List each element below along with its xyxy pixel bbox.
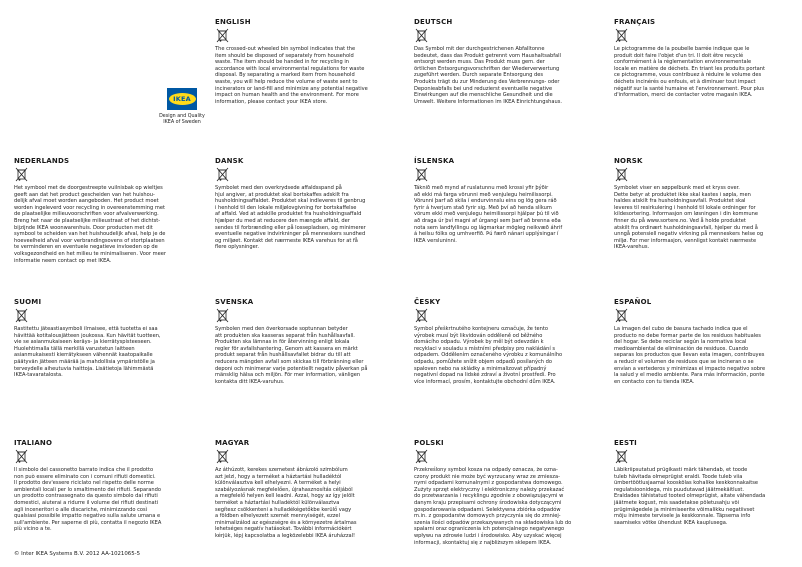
crossed-bin-icon [15, 167, 28, 182]
crossed-bin-icon [216, 28, 229, 43]
section-text: Táknið með mynd af ruslatunnu með krossi yfir þýðir að ekki má farga vörunni með venjulegu heimilissorpi. Vörunni þarf að skila í endurvinnslu eins og lög gera ráð fyrir á hverjum stað fyrir sig. Með því að henda slíkum vörum ekki með venjulegu heimilissorpi hjálpar þú til við að draga úr því magni af úrgangi sem þarf að brenna eða nota sem landfyllingu og lágmarkar mögleg neikvæð áhrif á heilsu fólks og umhverfið. Þú færð nánari upplýsingar í IKEA versluninni. [414, 185, 563, 244]
section-title: SVENSKA [215, 298, 254, 306]
logo-tagline-line1: Design and Quality [159, 114, 205, 119]
crossed-bin-icon [216, 449, 229, 464]
section-text: Symbolen med den överkorsade soptunnan betyder att produkten ska kasseras separat från hushållsavfall. Produkten ska lämnas in för återvinning enligt lokala regler för avfallshantering. Genom att kassera en märkt produkt separat från hushållsavfallet bidrar du till att reducera mängden avfall som skickas till förbränning eller deponi och minimerar varje potentiellt negativ påverkan på mänsklig hälsa och miljön. För mer information, vänligen kontakta ditt IKEA-varuhus. [215, 326, 368, 385]
crossed-bin-icon [15, 449, 28, 464]
section-dansk [215, 157, 399, 251]
section-espanol [614, 298, 798, 385]
section-title: ITALIANO [14, 439, 53, 447]
section-norsk [614, 157, 798, 251]
crossed-bin-icon [615, 308, 628, 323]
section-title: DEUTSCH [414, 18, 453, 26]
ikea-logo-text: IKEA [173, 95, 191, 103]
section-text: Het symbool met de doorgestreepte vuilnisbak op wieltjes geeft aan dat het product gescheiden van het huishou- delijk afval moet worden aangeboden. Het product moet worden ingeleverd voor recycling in overeenstemming met de plaatselijke milieuvoorschriften voor afvalverwerking. Breng het naar de plaatselijke milieustraat of het dichtst- bijzijnde IKEA woonwarenhuis. Door producten met dit symbool te scheiden van het huishoudelijk afval, help je de hoeveelheid afval voor verbrandingsovens of stortplaatsen te verminderen en eventuele negatieve invloeden op de volksgezondheid en het milieu te minimaliseren. Voor meer informatie neem contact op met IKEA. [14, 185, 166, 264]
logo-tagline-line2: IKEA of Sweden [163, 120, 201, 125]
section-title: SUOMI [14, 298, 42, 306]
section-title: ESPAÑOL [614, 298, 652, 306]
crossed-bin-icon [216, 308, 229, 323]
section-nederlands [14, 157, 198, 264]
section-text: Symbolet med den overkrydsede affaldsspand på hjul angiver, at produktet skal bortskaffes adskilt fra husholdningsaffaldet. Produktet skal indleveres til genbrug i henhold til den lokale miljølovgivning for bortskaffelse af affald. Ved at adskille produktet fra husholdningsaffald hjælper du med at reducere den mængde affald, der sendes til forbrænding eller på lossepladsen, og minimerer eventuelle negative indvirkninger på menneskers sundhed og miljøet. Kontakt det nærmeste IKEA varehus for at få flere oplysninger. [215, 185, 366, 251]
crossed-bin-icon [415, 449, 428, 464]
crossed-bin-icon [216, 167, 229, 182]
section-text: Rastitettu jäteastiasymboli ilmaisee, että tuotetta ei saa hävittää kotitalousjätteen joukossa. Kun hävität tuotteen, vie se asianmukaiseen keräys- ja kierrätyspisteeseen. Huolehtimalla tällä merkillä varustetun laitteen asianmukaisesti kierrätykseen vähennät kaatopaikalle päätyvän jätteen määrää ja mahdollisia ympäristölle ja terveydelle aiheutuvia haittoja. Lisätietoja lähimmästä IKEA-tavaratalosta. [14, 326, 161, 379]
section-title: POLSKI [414, 439, 444, 447]
section-svenska [215, 298, 399, 385]
section-title: MAGYAR [215, 439, 250, 447]
section-suomi [14, 298, 198, 379]
crossed-bin-icon [415, 308, 428, 323]
ikea-logo-oval [169, 93, 196, 105]
section-title: ÍSLENSKA [414, 157, 455, 165]
section-english [215, 18, 399, 105]
section-eesti [614, 439, 798, 526]
section-deutsch [414, 18, 598, 105]
section-title: FRANÇAIS [614, 18, 656, 26]
crossed-bin-icon [415, 167, 428, 182]
section-text: Symbolet viser en søppelbunk med et kryss over. Dette betyr at produktet ikke skal kastes i søpla, men haldes atskilt fra husholdningsavfall. Produktet skal leveres til resirkulering i henhold til lokale ordninger for kildesortering. Informasjon om løsningen i din kommune finner du på www.sortere.no. Ved å holde produktet atskilt fra ordinært husholdningsavfall, hjelper du med å unngå potensiell negativ virkning på menneskers helse og miljø. For mer informasjon, vennligst kontakt nærmeste IKEA-varehus. [614, 185, 764, 251]
ikea-logo-block [152, 88, 212, 126]
section-text: Il simbolo del cassonetto barrato indica che il prodotto non può essere eliminato con i comuni rifiuti domestici. Il prodotto dev'essere riciclato nel rispetto delle norme ambientali locali per lo smaltimento dei rifiuti. Separando un prodotto contrassegnato da questo simbolo dai rifiuti domestici, aiuterai a ridurre il volume dei rifiuti destinati agli inceneritori o alle discariche, minimizzando così qualsiasi possibile impatto negativo sulla salute umana e sull'ambiente. Per saperne di più, contatta il negozio IKEA più vicino a te. [14, 467, 162, 533]
copyright-footer: © Inter IKEA Systems B.V. 2012 AA-1021065-5 [14, 551, 141, 557]
crossed-bin-icon [615, 167, 628, 182]
crossed-bin-icon [415, 28, 428, 43]
section-cesky [414, 298, 598, 385]
section-francais [614, 18, 798, 99]
ikea-logo [167, 88, 197, 110]
section-italiano [14, 439, 198, 533]
section-text: Le pictogramme de la poubelle barrée indique que le produit doit faire l'objet d'un tri. Il doit être recyclé conformément à la réglementation environnementale locale en matière de déchets. En triant les produits portant ce pictogramme, vous contribuez à réduire le volume des déchets incinérés ou enfouis, et à diminuer tout impact négatif sur la santé humaine et l'environnement. Pour plus d'information, merci de contacter votre magasin IKEA. [614, 46, 766, 99]
section-text: The crossed-out wheeled bin symbol indicates that the item should be disposed of separately from household waste. The item should be handed in for recycling in accordance with local environmental regulations for waste disposal. By separating a marked item from household waste, you will help reduce the volume of waste sent to incinerators or land-fill and minimize any potential negative impact on human health and the environment. For more information, please contact your IKEA store. [215, 46, 368, 105]
section-text: Az áthúzott, kerekes szemetest ábrázoló szimbólum azt jelzi, hogy a terméket a háztartási hulladéktól különválasztva kell elhelyezni. A terméket a helyi szabályozásnak megfelelően, újrahasznosítás céljából a megfelelő helyen kell leadni. Azzal, hogy az így jelölt terméket a háztartási hulladéktól különválasztva segítesz csökkenteni a hulladékégetőkbe kerülő vagy a földben elhelyezett szemét mennyiségét, ezzel minimalizálod az egészségre és a környezetre ártalmas lehetséges negatív hatásokat. További információkért kérjük, lépj kapcsolatba a legközelebbi IKEA áruházzal! [215, 467, 357, 539]
crossed-bin-icon [615, 449, 628, 464]
crossed-bin-icon [615, 28, 628, 43]
logo-tagline [152, 114, 212, 126]
section-title: NORSK [614, 157, 643, 165]
section-title: DANSK [215, 157, 244, 165]
section-text: Das Symbol mit der durchgestrichenen Abfalltonne bedeutet, dass das Produkt getrennt vom Haushaltsabfall entsorgt werden muss. Das Produkt muss gem. der örtlichen Entsorgungsvorschriften der Wiederverwertung zugeführt werden. Durch separate Entsorgung des Produkts trägt du zur Minderung des Verbrennungs- oder Deponieabfalls bei und reduzierst eventuelle negative Einwirkungen auf die menschliche Gesundheit und die Umwelt. Weitere Informationen im IKEA Einrichtungshaus. [414, 46, 563, 105]
section-title: ČESKY [414, 298, 441, 306]
section-text: La imagen del cubo de basura tachado indica que el producto no debe formar parte de los residuos habituales del hogar. Se debe reciclar según la normativa local medioambiental de eliminación de residuos. Cuando separas los productos que llevan esta imagen, contribuyes a reducir el volumen de residuos que se incineran o se envían a vertederos y minimizas el impacto negativo sobre la salud y el medio ambiente. Para más información, ponte en contacto con tu tienda IKEA. [614, 326, 766, 385]
section-islenska [414, 157, 598, 244]
section-text: Läbikriipsutatud prügikasti märk tähendab, et toode tuleb hävitada olmeprügist eraldi. Toode tuleb viia ümbertöötlusjaamal kooskõlas kohalike keskkonnakaitse regulatsioonidega, mis puudutavad jäätmekäitlust. Eraldades tähistatud tooted olmeprügist, aitate vähendada jäätmete kogust, mis saadetakse põletusahju või prügimägedele ja minimiseerite võimalikku negatiivset mõju inimeste tervisele ja keskkonnale. Täpsema info saamiseks võtke ühendust IKEA kauplusega. [614, 467, 766, 526]
section-title: ENGLISH [215, 18, 251, 26]
crossed-bin-icon [15, 308, 28, 323]
section-title: EESTI [614, 439, 637, 447]
section-title: NEDERLANDS [14, 157, 70, 165]
section-text: Symbol přeškrtnutého kontejneru označuje, že tento výrobek musí být likvidován odděleně od běžného domácího odpadu. Výrobek by měl být odevzdán k recyklaci v souladu s místními předpisy pro nakládání s odpadem. Oddělením označeného výrobku z komunálního odpadu, pomůžete snížit objem odpadů posílaných do spaloven nebo na skládky a minimalizovat případný negativní dopad na lidské zdraví a životní prostředí. Pro více informací, prosím, kontaktujte obchodní dům IKEA. [414, 326, 563, 385]
section-text: Przekreślony symbol kosza na odpady oznacza, że ozna- czony produkt nie może być wyrzucany wraz ze zmiesza- nymi odpadami komunalnymi z gospodarstwa domowego. Zużyty sprzęt elektryczny i elektroniczny należy przekazać do przetwarzania i recyklingu zgodnie z obowiązującymi w danym kraju przepisami ochrony środowiska dotyczącymi gospodarowania odpadami. Selektywna zbiórka odpadów m.in. z gospodarstw domowych przyczynia się do zmniej- szenia ilości odpadów przekazywanych na składowiska lub do spalarni oraz ograniczenia ich potencjalnego negatywnego wpływu na zdrowie ludzi i środowisko. Aby uzyskać więcej informacji, skontaktuj się z najbliższym sklepem IKEA. [414, 467, 572, 546]
section-polski [414, 439, 598, 546]
section-magyar [215, 439, 399, 540]
